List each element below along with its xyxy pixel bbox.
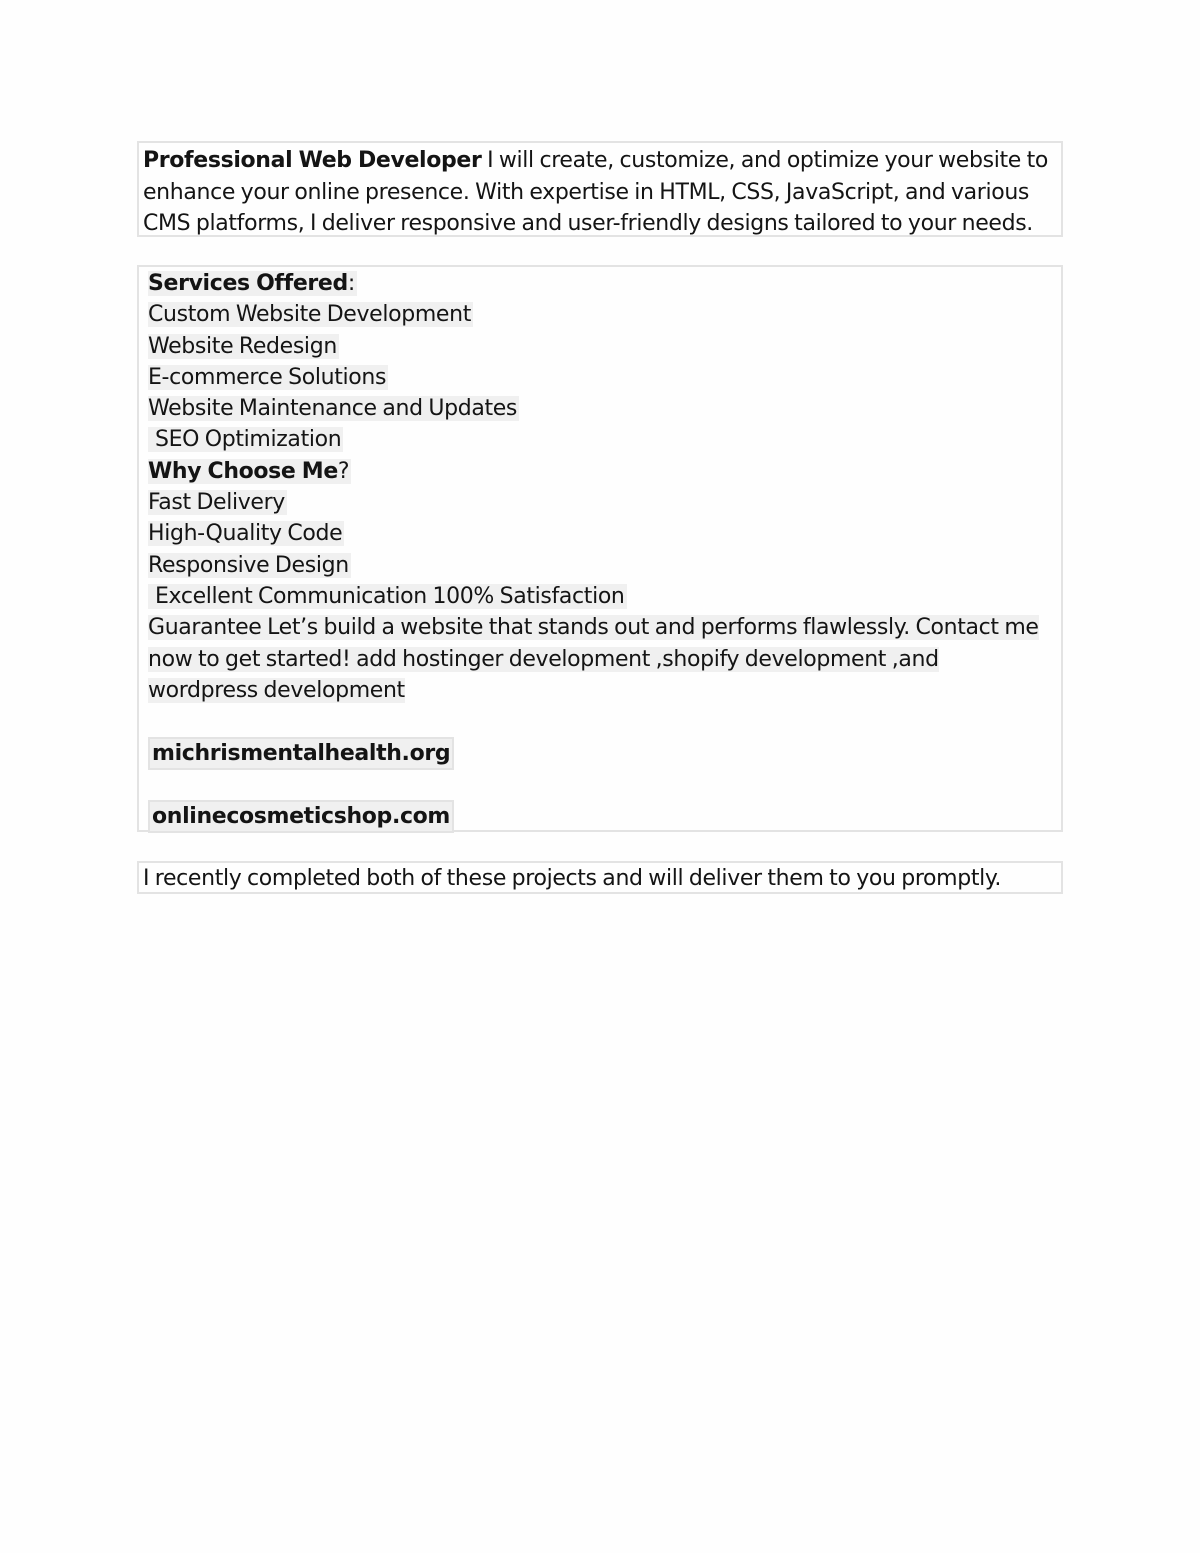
project-link-onlinecosmeticshop[interactable]: onlinecosmeticshop.com — [148, 800, 454, 833]
intro-paragraph — [143, 145, 1057, 240]
why-item: Excellent Communication 100% Satisfaction — [148, 581, 1061, 612]
service-item: Website Redesign — [148, 333, 337, 359]
project-link-line — [148, 800, 1061, 831]
why-item: Responsive Design — [148, 552, 349, 578]
spacer — [148, 769, 1061, 800]
project-link-michrismentalhealth[interactable]: michrismentalhealth.org — [148, 737, 454, 770]
service-item: Custom Website Development — [148, 302, 471, 328]
service-item: E-commerce Solutions — [148, 364, 387, 390]
why-item: Fast Delivery — [148, 490, 285, 516]
services-heading: Services Offered — [148, 271, 348, 296]
project-link-line — [148, 737, 1061, 768]
intro-title: Professional Web Developer — [143, 148, 482, 173]
service-item: Website Maintenance and Updates — [148, 396, 518, 422]
services-heading-line — [148, 268, 1061, 299]
why-item: High-Quality Code — [148, 521, 343, 547]
footer-text: I recently completed both of these projects and will deliver them to you promptly. — [143, 866, 1002, 891]
service-item: SEO Optimization — [148, 424, 1061, 455]
why-heading: Why Choose Me — [148, 458, 338, 484]
services-heading-suffix: : — [347, 271, 355, 296]
footer-section — [137, 861, 1063, 894]
intro-body: I will create, customize, and optimize your website to enhance your online presence. With expertise in HTML, CSS, JavaScript, and various CMS platforms, I deliver responsive and user-friendly designs tailored to your needs. — [143, 148, 1048, 236]
guarantee-paragraph: Guarantee Let’s build a website that stands out and performs flawlessly. Contact me now to get started! add hostinger development ,shopify development ,and wordpress development — [148, 615, 1039, 703]
services-section — [137, 265, 1063, 832]
why-heading-suffix: ? — [337, 458, 350, 484]
why-heading-line — [148, 456, 1061, 487]
intro-section — [137, 141, 1063, 237]
spacer — [148, 706, 1061, 737]
